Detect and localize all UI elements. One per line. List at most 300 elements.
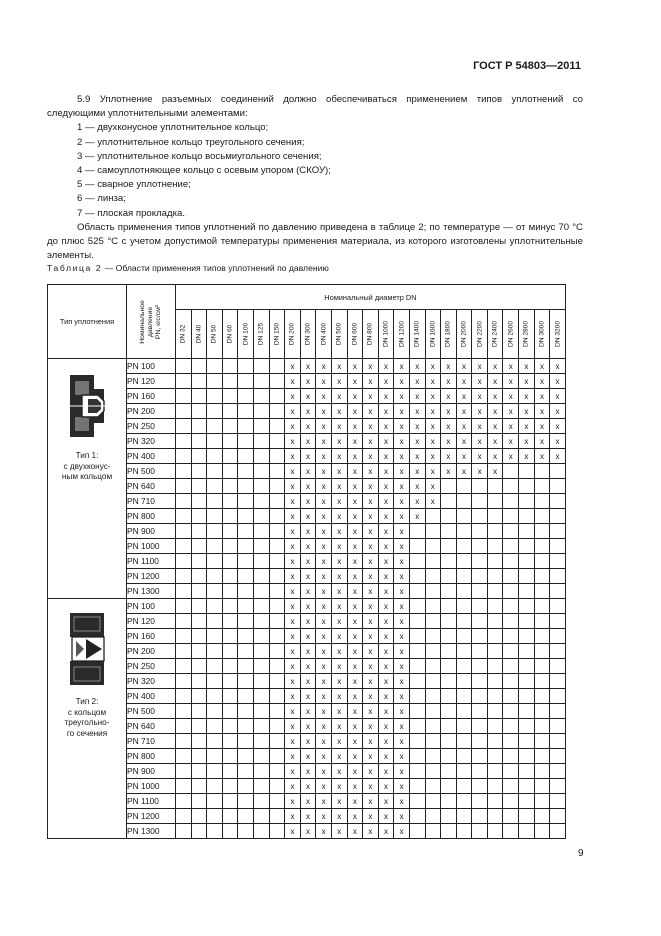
applicability-cell <box>550 584 566 599</box>
applicability-cell <box>207 599 223 614</box>
header-dn-label: DN 2200 <box>476 320 484 348</box>
applicability-cell: x <box>472 359 488 374</box>
applicability-cell <box>269 764 285 779</box>
applicability-cell <box>472 539 488 554</box>
applicability-cell <box>253 419 269 434</box>
applicability-cell <box>238 824 254 839</box>
applicability-cell <box>503 509 519 524</box>
applicability-cell: x <box>503 404 519 419</box>
pressure-cell: PN 1200 <box>127 569 176 584</box>
applicability-cell <box>519 794 535 809</box>
applicability-cell: x <box>394 674 410 689</box>
applicability-cell <box>176 764 192 779</box>
applicability-cell <box>269 599 285 614</box>
applicability-cell <box>503 824 519 839</box>
applicability-cell: x <box>363 809 379 824</box>
applicability-cell <box>253 524 269 539</box>
header-dn-column <box>300 310 316 359</box>
applicability-cell: x <box>550 389 566 404</box>
applicability-cell <box>191 524 207 539</box>
applicability-cell <box>253 554 269 569</box>
applicability-cell: x <box>316 419 332 434</box>
applicability-cell <box>472 809 488 824</box>
applicability-cell: x <box>316 524 332 539</box>
applicability-cell <box>222 569 238 584</box>
applicability-cell <box>534 794 550 809</box>
pressure-cell: PN 710 <box>127 734 176 749</box>
applicability-cell: x <box>347 764 363 779</box>
applicability-cell <box>269 629 285 644</box>
applicability-cell <box>238 389 254 404</box>
applicability-cell: x <box>285 359 301 374</box>
applicability-cell: x <box>378 734 394 749</box>
applicability-cell: x <box>363 689 379 704</box>
applicability-cell <box>269 644 285 659</box>
applicability-cell: x <box>378 764 394 779</box>
applicability-cell <box>269 734 285 749</box>
applicability-cell <box>191 719 207 734</box>
applicability-cell <box>409 719 425 734</box>
applicability-cell <box>503 764 519 779</box>
header-dn-label: DN 800 <box>366 322 374 346</box>
applicability-cell <box>238 674 254 689</box>
applicability-cell: x <box>285 389 301 404</box>
applicability-cell <box>503 809 519 824</box>
header-dn-column <box>487 310 503 359</box>
applicability-cell: x <box>363 659 379 674</box>
header-nominal-diameter: Номинальный диаметр DN <box>176 285 566 310</box>
applicability-cell <box>207 554 223 569</box>
applicability-cell: x <box>300 524 316 539</box>
applicability-cell <box>238 494 254 509</box>
applicability-cell <box>534 779 550 794</box>
applicability-cell <box>253 569 269 584</box>
table-row <box>48 359 566 374</box>
seal-type-label: Тип 1: <box>75 451 99 460</box>
applicability-cell <box>238 374 254 389</box>
applicability-cell: x <box>285 419 301 434</box>
applicability-cell <box>456 764 472 779</box>
applicability-cell: x <box>316 779 332 794</box>
applicability-cell <box>534 464 550 479</box>
applicability-cell <box>191 509 207 524</box>
applicability-cell: x <box>409 359 425 374</box>
applicability-cell <box>253 779 269 794</box>
applicability-cell <box>191 569 207 584</box>
applicability-cell <box>456 734 472 749</box>
pressure-cell: PN 800 <box>127 509 176 524</box>
header-dn-label: DN 125 <box>257 322 265 346</box>
applicability-cell <box>222 809 238 824</box>
header-dn-column <box>425 310 441 359</box>
table-caption-text: — Области применения типов уплотнений по давлению <box>102 263 329 273</box>
applicability-cell <box>191 824 207 839</box>
header-dn-column <box>550 310 566 359</box>
applicability-cell <box>269 659 285 674</box>
applicability-cell <box>550 479 566 494</box>
seal-type-label: с кольцом <box>67 707 107 717</box>
applicability-cell: x <box>519 404 535 419</box>
applicability-cell <box>550 599 566 614</box>
applicability-cell <box>534 824 550 839</box>
applicability-cell <box>534 734 550 749</box>
applicability-cell <box>207 659 223 674</box>
applicability-cell: x <box>316 734 332 749</box>
applicability-cell <box>550 494 566 509</box>
applicability-cell: x <box>394 464 410 479</box>
applicability-cell <box>550 539 566 554</box>
applicability-cell: x <box>300 404 316 419</box>
applicability-cell <box>456 704 472 719</box>
applicability-cell: x <box>503 434 519 449</box>
applicability-cell: x <box>363 704 379 719</box>
applicability-cell: x <box>503 389 519 404</box>
applicability-cell: x <box>331 509 347 524</box>
applicability-cell <box>425 689 441 704</box>
applicability-cell <box>472 794 488 809</box>
applicability-cell: x <box>285 749 301 764</box>
applicability-cell <box>425 659 441 674</box>
seal-type-label: Тип 2: <box>75 697 99 706</box>
applicability-cell: x <box>316 464 332 479</box>
applicability-cell: x <box>456 404 472 419</box>
applicability-cell <box>456 629 472 644</box>
pressure-cell: PN 1100 <box>127 794 176 809</box>
seal-type-label: го сечения <box>66 728 108 738</box>
applicability-cell: x <box>363 734 379 749</box>
applicability-cell <box>550 749 566 764</box>
applicability-cell: x <box>487 419 503 434</box>
seal-type-label: треугольно- <box>64 718 110 727</box>
header-nominal-pressure <box>127 285 176 359</box>
applicability-cell: x <box>534 434 550 449</box>
applicability-cell <box>487 509 503 524</box>
applicability-cell: x <box>394 584 410 599</box>
applicability-cell: x <box>394 539 410 554</box>
applicability-cell <box>472 674 488 689</box>
pressure-cell: PN 1300 <box>127 584 176 599</box>
pressure-cell: PN 200 <box>127 404 176 419</box>
applicability-cell <box>519 584 535 599</box>
applicability-cell: x <box>503 419 519 434</box>
applicability-cell: x <box>441 434 457 449</box>
applicability-cell: x <box>300 614 316 629</box>
applicability-cell: x <box>456 419 472 434</box>
applicability-cell <box>503 704 519 719</box>
applicability-cell <box>222 824 238 839</box>
applicability-cell <box>503 659 519 674</box>
header-dn-column <box>394 310 410 359</box>
applicability-cell: x <box>331 644 347 659</box>
applicability-cell: x <box>300 509 316 524</box>
table-caption <box>47 263 329 273</box>
header-dn-label: DN 100 <box>242 322 250 346</box>
applicability-cell: x <box>285 374 301 389</box>
applicability-cell <box>222 584 238 599</box>
applicability-cell <box>253 614 269 629</box>
applicability-cell <box>487 719 503 734</box>
applicability-cell <box>176 599 192 614</box>
applicability-cell: x <box>425 449 441 464</box>
applicability-cell <box>176 524 192 539</box>
header-dn-column <box>363 310 379 359</box>
applicability-cell: x <box>378 404 394 419</box>
applicability-cell <box>191 674 207 689</box>
pressure-cell: PN 320 <box>127 434 176 449</box>
applicability-cell: x <box>503 359 519 374</box>
list-item: 3 — уплотнительное кольцо восьмиугольного сечения; <box>77 150 322 162</box>
applicability-cell <box>472 479 488 494</box>
applicability-cell: x <box>363 494 379 509</box>
applicability-cell <box>519 494 535 509</box>
applicability-cell: x <box>347 584 363 599</box>
applicability-cell <box>503 599 519 614</box>
applicability-cell <box>472 719 488 734</box>
applicability-cell <box>487 659 503 674</box>
applicability-cell <box>253 749 269 764</box>
applicability-cell: x <box>300 734 316 749</box>
applicability-cell <box>207 704 223 719</box>
applicability-cell <box>207 464 223 479</box>
applicability-cell: x <box>300 779 316 794</box>
applicability-cell: x <box>487 464 503 479</box>
applicability-cell <box>191 359 207 374</box>
applicability-cell <box>441 824 457 839</box>
applicability-cell <box>503 539 519 554</box>
applicability-cell <box>487 569 503 584</box>
applicability-cell: x <box>285 764 301 779</box>
applicability-cell <box>222 674 238 689</box>
applicability-cell: x <box>347 389 363 404</box>
applicability-cell: x <box>331 494 347 509</box>
applicability-cell <box>550 704 566 719</box>
applicability-cell: x <box>285 614 301 629</box>
header-dn-column <box>269 310 285 359</box>
applicability-cell: x <box>363 614 379 629</box>
applicability-cell <box>550 824 566 839</box>
applicability-cell <box>176 794 192 809</box>
applicability-cell <box>253 434 269 449</box>
applicability-cell <box>176 464 192 479</box>
applicability-cell: x <box>347 494 363 509</box>
page-number: 9 <box>578 848 584 859</box>
applicability-cell: x <box>331 659 347 674</box>
applicability-cell <box>441 539 457 554</box>
applicability-cell: x <box>363 779 379 794</box>
applicability-cell <box>409 524 425 539</box>
applicability-cell <box>519 824 535 839</box>
applicability-cell: x <box>394 524 410 539</box>
applicability-cell <box>503 569 519 584</box>
list-item: 1 — двухконусное уплотнительное кольцо; <box>77 122 269 134</box>
applicability-cell <box>425 629 441 644</box>
applicability-cell <box>441 509 457 524</box>
applicability-cell <box>222 479 238 494</box>
applicability-cell: x <box>300 554 316 569</box>
applicability-cell: x <box>378 359 394 374</box>
applicability-cell: x <box>331 584 347 599</box>
applicability-cell <box>176 434 192 449</box>
applicability-cell: x <box>363 599 379 614</box>
applicability-cell <box>503 749 519 764</box>
applicability-cell <box>519 764 535 779</box>
applicability-cell: x <box>472 434 488 449</box>
applicability-cell <box>253 674 269 689</box>
applicability-cell <box>269 434 285 449</box>
applicability-cell <box>253 824 269 839</box>
applicability-cell <box>472 734 488 749</box>
applicability-cell: x <box>347 614 363 629</box>
applicability-cell <box>456 599 472 614</box>
applicability-cell <box>456 539 472 554</box>
applicability-cell <box>253 704 269 719</box>
applicability-cell <box>207 524 223 539</box>
applicability-cell <box>222 614 238 629</box>
applicability-cell <box>503 674 519 689</box>
applicability-cell <box>222 464 238 479</box>
applicability-cell: x <box>300 704 316 719</box>
applicability-cell: x <box>300 629 316 644</box>
applicability-cell <box>176 404 192 419</box>
applicability-cell <box>503 554 519 569</box>
applicability-cell <box>441 659 457 674</box>
applicability-cell <box>253 359 269 374</box>
applicability-cell: x <box>363 404 379 419</box>
applicability-cell <box>456 554 472 569</box>
applicability-cell <box>534 719 550 734</box>
applicability-cell: x <box>347 629 363 644</box>
applicability-cell: x <box>550 404 566 419</box>
applicability-cell <box>253 734 269 749</box>
applicability-cell <box>472 689 488 704</box>
applicability-cell <box>176 809 192 824</box>
applicability-cell: x <box>441 374 457 389</box>
applicability-cell <box>534 614 550 629</box>
pressure-cell: PN 400 <box>127 689 176 704</box>
applicability-cell: x <box>394 779 410 794</box>
header-dn-label: DN 32 <box>179 324 187 344</box>
applicability-cell <box>503 524 519 539</box>
applicability-cell: x <box>331 539 347 554</box>
applicability-cell <box>269 809 285 824</box>
header-dn-label: DN 1600 <box>429 320 437 348</box>
applicability-cell <box>472 764 488 779</box>
applicability-cell <box>519 614 535 629</box>
applicability-cell <box>519 749 535 764</box>
header-dn-label: DN 1800 <box>444 320 452 348</box>
applicability-cell <box>456 794 472 809</box>
list-item: 2 — уплотнительное кольцо треугольного сечения; <box>77 136 305 148</box>
pressure-cell: PN 1300 <box>127 824 176 839</box>
applicability-cell <box>441 554 457 569</box>
applicability-cell <box>191 419 207 434</box>
header-dn-column <box>519 310 535 359</box>
applicability-cell: x <box>409 509 425 524</box>
applicability-cell <box>176 359 192 374</box>
applicability-cell <box>269 404 285 419</box>
applicability-cell <box>222 359 238 374</box>
applicability-cell <box>269 554 285 569</box>
applicability-cell: x <box>316 809 332 824</box>
applicability-cell <box>207 479 223 494</box>
applicability-cell: x <box>347 704 363 719</box>
applicability-cell: x <box>347 824 363 839</box>
applicability-cell <box>409 644 425 659</box>
header-dn-column <box>347 310 363 359</box>
applicability-cell <box>456 809 472 824</box>
applicability-cell: x <box>394 764 410 779</box>
applicability-cell: x <box>363 719 379 734</box>
applicability-cell <box>550 659 566 674</box>
applicability-cell <box>269 584 285 599</box>
applicability-cell: x <box>363 449 379 464</box>
applicability-cell <box>441 749 457 764</box>
applicability-cell: x <box>487 359 503 374</box>
applicability-cell <box>550 629 566 644</box>
applicability-cell <box>176 629 192 644</box>
applicability-cell <box>253 539 269 554</box>
applicability-cell <box>238 749 254 764</box>
applicability-cell <box>409 599 425 614</box>
header-dn-label: DN 300 <box>304 322 312 346</box>
applicability-cell: x <box>534 374 550 389</box>
applicability-cell: x <box>394 449 410 464</box>
applicability-cell <box>238 719 254 734</box>
applicability-cell: x <box>394 704 410 719</box>
applicability-cell <box>472 659 488 674</box>
applicability-cell <box>534 599 550 614</box>
pressure-cell: PN 640 <box>127 719 176 734</box>
applicability-cell: x <box>378 719 394 734</box>
applicability-cell <box>191 479 207 494</box>
document-id: ГОСТ Р 54803—2011 <box>473 60 581 72</box>
applicability-cell <box>534 584 550 599</box>
applicability-cell: x <box>331 674 347 689</box>
applicability-cell: x <box>285 644 301 659</box>
applicability-cell: x <box>394 809 410 824</box>
applicability-cell: x <box>472 449 488 464</box>
applicability-cell: x <box>331 464 347 479</box>
applicability-cell <box>253 809 269 824</box>
applicability-cell: x <box>409 374 425 389</box>
intro-paragraph: 5.9 Уплотнение разъемных соединений должно обеспечиваться применением типов уплотнений со следующими уплотнительными элементами: <box>47 94 583 120</box>
applicability-cell: x <box>300 479 316 494</box>
applicability-cell <box>253 389 269 404</box>
header-dn-label: DN 2000 <box>460 320 468 348</box>
applicability-cell <box>487 764 503 779</box>
header-dn-column <box>456 310 472 359</box>
applicability-cell <box>207 539 223 554</box>
applicability-cell <box>222 539 238 554</box>
applicability-cell <box>238 599 254 614</box>
applicability-cell: x <box>285 719 301 734</box>
applicability-cell: x <box>456 359 472 374</box>
applicability-cell: x <box>363 479 379 494</box>
header-dn-label: DN 50 <box>210 324 218 344</box>
applicability-cell: x <box>378 539 394 554</box>
applicability-cell <box>176 584 192 599</box>
applicability-cell <box>441 599 457 614</box>
applicability-cell <box>238 734 254 749</box>
header-pressure-line: давление <box>147 306 154 337</box>
applicability-cell: x <box>300 434 316 449</box>
applicability-cell <box>441 704 457 719</box>
applicability-cell <box>222 704 238 719</box>
header-seal-type: Тип уплотнения <box>48 285 127 359</box>
applicability-cell <box>269 794 285 809</box>
applicability-cell: x <box>316 569 332 584</box>
applicability-cell <box>191 449 207 464</box>
